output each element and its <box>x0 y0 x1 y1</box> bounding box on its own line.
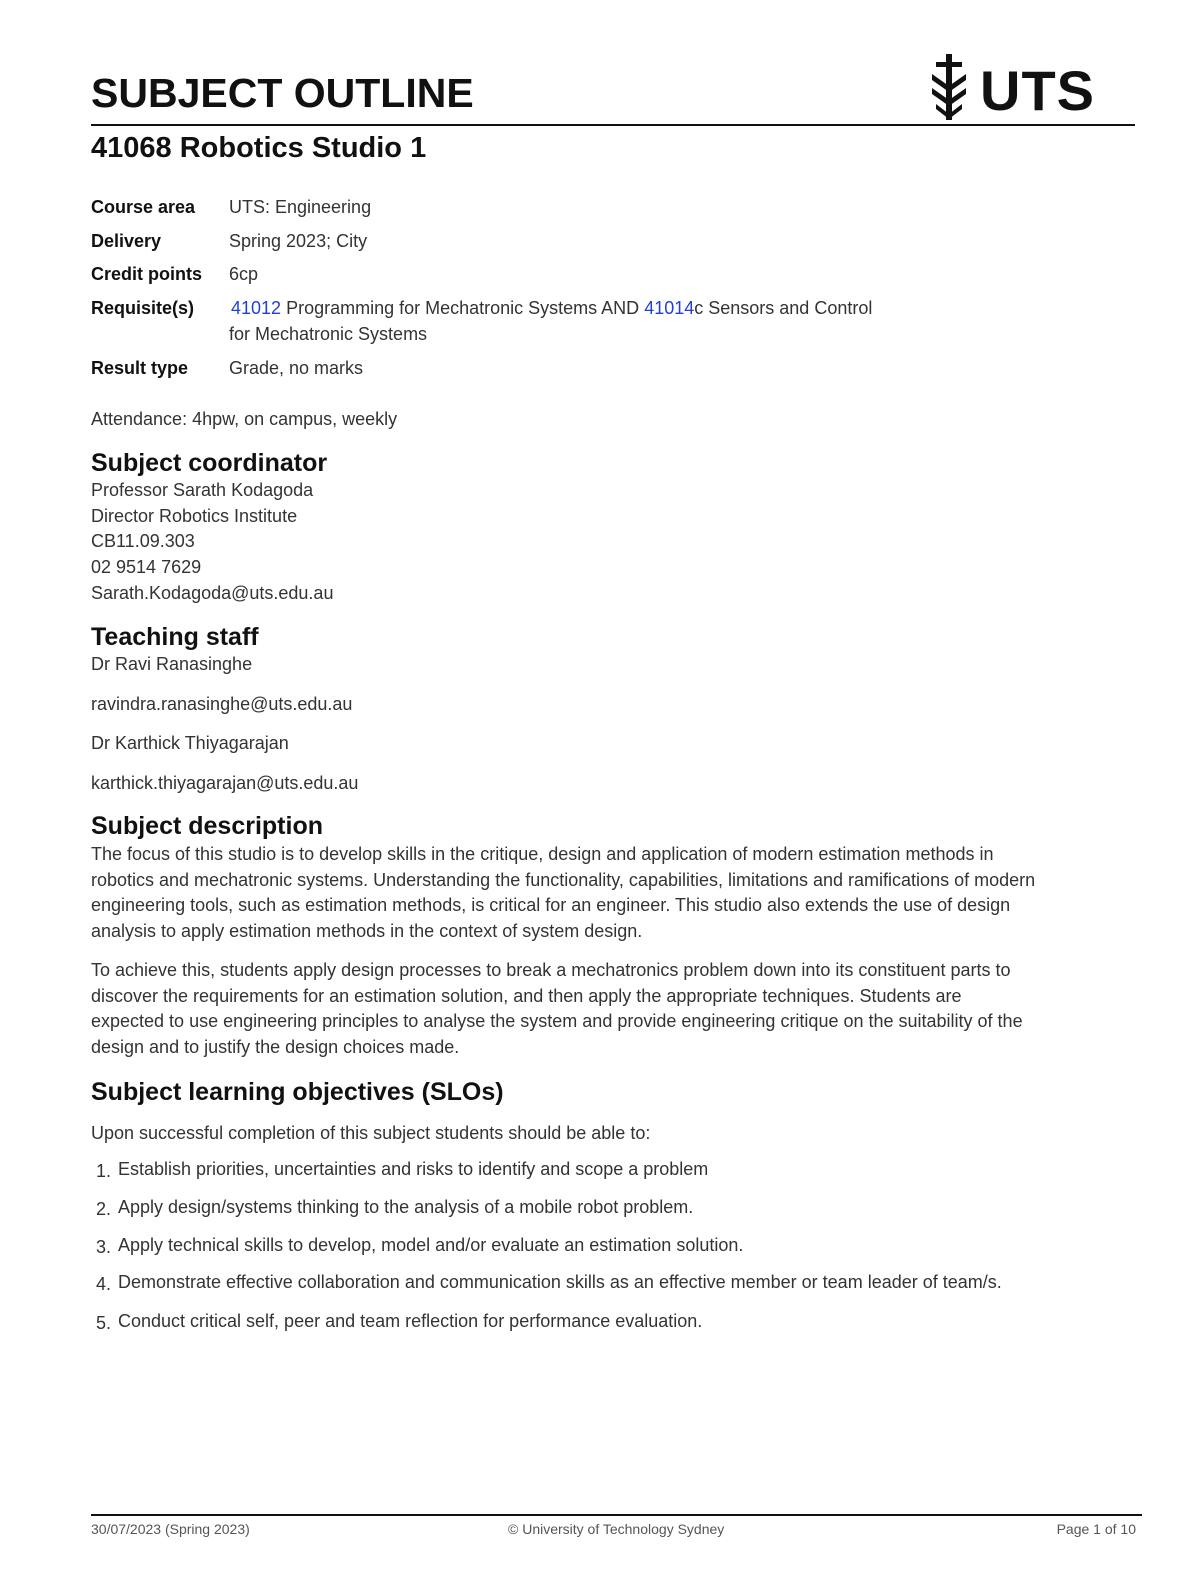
slo-intro: Upon successful completion of this subject students should be able to: <box>91 1123 651 1143</box>
footer-page-number: Page 1 of 10 <box>1056 1521 1136 1537</box>
coordinator-title: Director Robotics Institute <box>91 506 298 526</box>
subject-title: 41068 Robotics Studio 1 <box>91 132 427 164</box>
coordinator-room: CB11.09.303 <box>91 531 195 551</box>
description-p1-line: engineering tools, such as estimation methods, is critical for an engineer. This studio also extends the use of design <box>91 895 1011 916</box>
coordinator-name: Professor Sarath Kodagoda <box>91 480 314 500</box>
staff-name-1: Dr Ravi Ranasinghe <box>91 654 253 674</box>
requisite-link-41014[interactable]: 41014 <box>644 298 695 318</box>
slo-number: 5. <box>96 1313 112 1333</box>
description-p2-line: expected to use engineering principles to analyse the system and provide engineering critique on the suitability of the <box>91 1011 1023 1032</box>
uts-crest-icon <box>928 52 970 122</box>
description-p2-line: design and to justify the design choices made. <box>91 1037 460 1058</box>
course-area-label: Course area <box>91 197 196 217</box>
requisite-link-41012[interactable]: 41012 <box>231 298 282 318</box>
header-rule <box>91 124 1135 126</box>
description-p1-line: analysis to apply estimation methods in the context of system design. <box>91 921 643 942</box>
slo-number: 3. <box>96 1237 112 1257</box>
description-p2-line: discover the requirements for an estimation solution, and then apply the appropriate techniques. Students are <box>91 985 962 1006</box>
course-area-value: UTS: Engineering <box>229 197 372 217</box>
slo-number: 4. <box>96 1274 112 1294</box>
result-type-value: Grade, no marks <box>229 358 364 378</box>
slo-number: 1. <box>96 1161 112 1181</box>
result-type-label: Result type <box>91 358 189 378</box>
delivery-value: Spring 2023; City <box>229 231 368 251</box>
coordinator-heading: Subject coordinator <box>91 449 328 477</box>
teaching-staff-heading: Teaching staff <box>91 623 259 651</box>
credit-points-label: Credit points <box>91 264 202 284</box>
requisite-text-2: c Sensors and Control <box>694 298 873 318</box>
slo-item: Demonstrate effective collaboration and communication skills as an effective member or team leader of team/s. <box>118 1272 1002 1292</box>
staff-email-2[interactable]: karthick.thiyagarajan@uts.edu.au <box>91 773 359 793</box>
description-heading: Subject description <box>91 812 323 840</box>
attendance-text: Attendance: 4hpw, on campus, weekly <box>91 409 398 429</box>
requisites-value <box>231 295 991 321</box>
requisites-label: Requisite(s) <box>91 298 195 318</box>
slo-item: Conduct critical self, peer and team reflection for performance evaluation. <box>118 1311 703 1331</box>
description-p1-line: The focus of this studio is to develop skills in the critique, design and application of modern estimation methods in <box>91 844 994 864</box>
footer-rule <box>91 1514 1142 1516</box>
requisite-text-1: Programming for Mechatronic Systems AND <box>281 298 645 318</box>
coordinator-email[interactable]: Sarath.Kodagoda@uts.edu.au <box>91 583 334 603</box>
slo-item: Apply design/systems thinking to the analysis of a mobile robot problem. <box>118 1197 694 1217</box>
delivery-label: Delivery <box>91 231 162 251</box>
slo-number: 2. <box>96 1199 112 1219</box>
staff-email-1[interactable]: ravindra.ranasinghe@uts.edu.au <box>91 694 353 714</box>
slo-heading: Subject learning objectives (SLOs) <box>91 1078 504 1106</box>
footer-date: 30/07/2023 (Spring 2023) <box>91 1521 250 1537</box>
uts-logo-text: UTS <box>980 59 1095 122</box>
slo-item: Establish priorities, uncertainties and risks to identify and scope a problem <box>118 1159 709 1179</box>
description-paragraph-2 <box>91 958 1136 1061</box>
document-title: SUBJECT OUTLINE <box>91 70 474 116</box>
description-p2-line: To achieve this, students apply design processes to break a mechatronics problem down into its constituent parts to <box>91 960 1011 980</box>
staff-name-2: Dr Karthick Thiyagarajan <box>91 733 289 753</box>
description-p1-line: robotics and mechatronic systems. Understanding the functionality, capabilities, limitations and ramifications of modern <box>91 869 1036 890</box>
description-paragraph-1 <box>91 842 1136 945</box>
coordinator-phone: 02 9514 7629 <box>91 557 202 577</box>
credit-points-value: 6cp <box>229 264 259 284</box>
slo-item: Apply technical skills to develop, model and/or evaluate an estimation solution. <box>118 1235 744 1255</box>
requisites-value-line2: for Mechatronic Systems <box>229 324 428 344</box>
footer-copyright: © University of Technology Sydney <box>508 1521 725 1537</box>
